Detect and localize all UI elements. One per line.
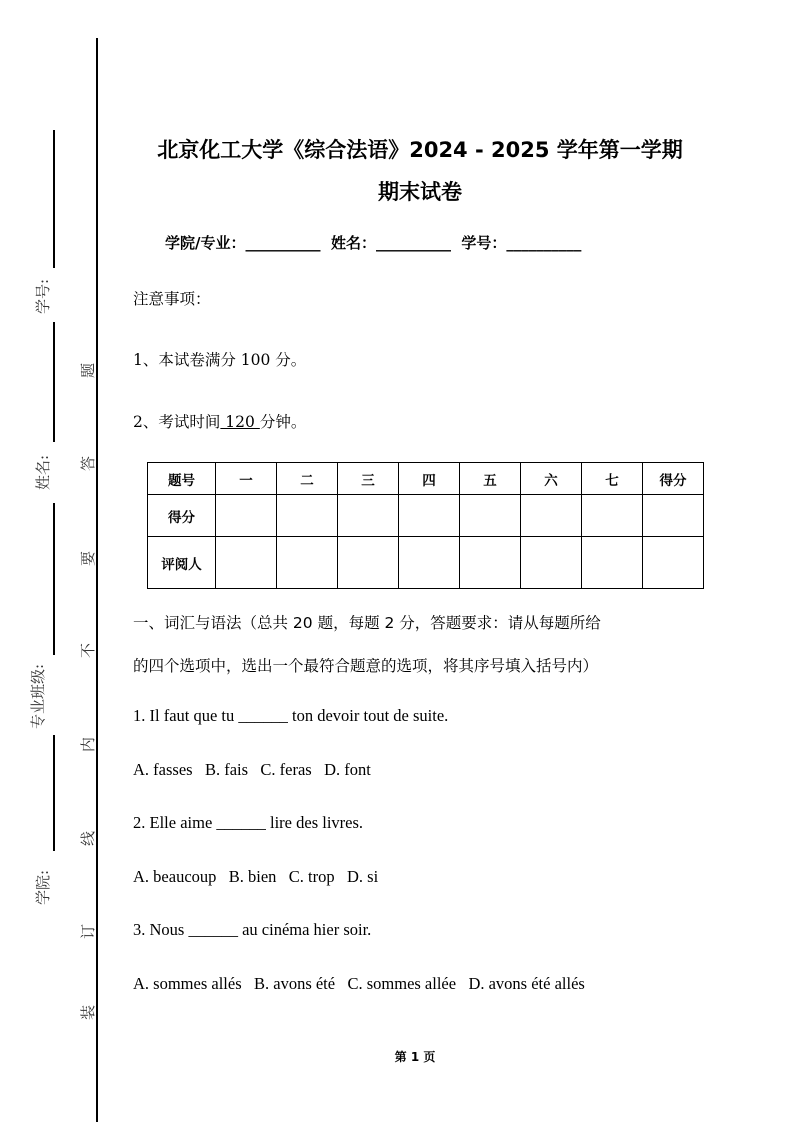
margin-char: 装 [79,1004,98,1021]
id-field: 学号：__________ [461,234,582,252]
reviewer-cell [277,537,338,589]
exam-subtitle: 期末试卷 [378,180,462,204]
reviewer-cell [216,537,277,589]
row-label: 得分 [148,495,216,537]
note-1: 1、本试卷满分 100 分。 [133,351,307,369]
exam-duration: 120 [220,413,260,431]
margin-char: 线 [79,830,98,847]
table-header: 三 [338,463,399,495]
binding-line [96,38,98,1122]
note-2-text: 2、考试时间 [133,413,221,431]
exam-title: 北京化工大学《综合法语》2024 - 2025 学年第一学期 [157,138,683,162]
student-info [165,232,581,253]
question-3-options: A. sommes allés B. avons été C. sommes allée D. avons été allés [133,974,585,993]
score-cell [399,495,460,537]
field-name-label: 姓名: [34,454,53,491]
table-header: 六 [521,463,582,495]
table-header: 题号 [148,463,216,495]
table-header-row [148,463,704,495]
score-cell [582,495,643,537]
notes-heading: 注意事项： [133,290,211,308]
page-number: 第 1 页 [394,1050,436,1064]
table-row [148,537,704,589]
question-1-options: A. fasses B. fais C. feras D. font [133,760,371,779]
table-header: 二 [277,463,338,495]
table-header: 一 [216,463,277,495]
field-college-label: 学院: [34,869,53,906]
margin-char: 题 [79,362,98,379]
field-line [53,322,55,442]
reviewer-cell [338,537,399,589]
score-cell [216,495,277,537]
field-line [53,735,55,851]
question-2-options: A. beaucoup B. bien C. trop D. si [133,867,379,886]
margin-char: 订 [79,923,98,940]
margin-char: 内 [79,736,98,753]
reviewer-cell [582,537,643,589]
score-cell [521,495,582,537]
score-cell [338,495,399,537]
note-2 [133,410,306,432]
table-row [148,495,704,537]
question-3: 3. Nous ______ au cinéma hier soir. [133,920,372,939]
score-cell [460,495,521,537]
score-cell [643,495,704,537]
table-header: 四 [399,463,460,495]
margin-char: 不 [79,642,98,659]
table-header: 五 [460,463,521,495]
reviewer-cell [399,537,460,589]
margin-char: 答 [79,455,98,472]
row-label: 评阅人 [148,537,216,589]
section-1-instructions: 的四个选项中，选出一个最符合题意的选项，将其序号填入括号内） [133,657,599,675]
field-class-label: 专业班级: [29,663,48,730]
note-2-unit: 分钟。 [259,413,307,431]
margin-char: 要 [79,550,98,567]
score-cell [277,495,338,537]
question-2: 2. Elle aime ______ lire des livres. [133,813,364,832]
section-1-heading: 一、词汇与语法（总共 20 题，每题 2 分，答题要求：请从每题所给 [133,614,601,632]
college-field: 学院/专业：__________ [165,234,321,252]
reviewer-cell [521,537,582,589]
name-field: 姓名：__________ [330,234,451,252]
question-1: 1. Il faut que tu ______ ton devoir tout de suite. [133,706,449,725]
field-line [53,503,55,655]
field-line [53,130,55,268]
field-student-id-label: 学号: [34,278,53,315]
table-header: 七 [582,463,643,495]
table-header: 得分 [643,463,704,495]
score-table [147,462,704,589]
reviewer-cell [643,537,704,589]
reviewer-cell [460,537,521,589]
